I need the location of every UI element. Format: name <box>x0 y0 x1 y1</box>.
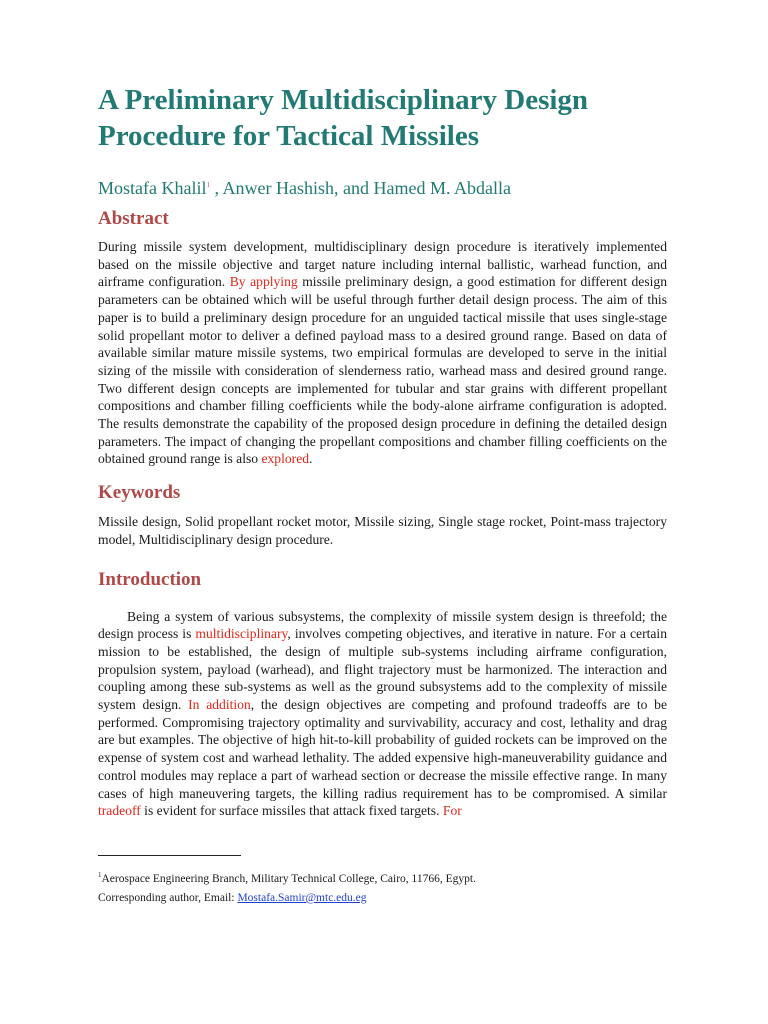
abstract-heading: Abstract <box>98 208 169 229</box>
highlighted-phrase: tradeoff <box>98 803 141 819</box>
highlighted-phrase: By applying <box>229 274 298 290</box>
introduction-text <box>98 608 667 820</box>
abstract-text-part: missile preliminary design, a good estimation for different design parameters can be obtained which will be useful through further detail design process. The aim of this paper is to build a preliminary design procedure for an unguided tactical missile that uses single-stage solid propellant motor to deliver a defined payload mass to a desired ground range. Based on data of available similar mature missile systems, two empirical formulas are developed to serve in the initial sizing of the missile with consideration of slenderness ratio, warhead mass and desired ground range. Two different design concepts are implemented for tubular and star grains with different propellant compositions and chamber filling coefficients while the body-alone airframe configuration is adopted. The results demonstrate the capability of the proposed design procedure in defining the detailed design parameters. The impact of changing the propellant compositions and chamber filling coefficients on the obtained ground range is also <box>98 274 667 467</box>
keywords-text: Missile design, Solid propellant rocket motor, Missile sizing, Single stage rocket, Point-mass trajectory model, Multidisciplinary design procedure. <box>98 514 667 547</box>
author-names-rest: , Anwer Hashish, and Hamed M. Abdalla <box>209 178 511 198</box>
paper-page <box>98 82 667 820</box>
author-line <box>98 174 667 199</box>
footnote-affiliation <box>98 868 476 886</box>
introduction-text-part: is evident for surface missiles that attack fixed targets. <box>140 803 443 819</box>
abstract-text-part: . <box>309 451 313 467</box>
email-link[interactable]: Mostafa.Samir@mtc.edu.eg <box>237 892 367 904</box>
highlighted-phrase: In addition <box>188 697 251 713</box>
introduction-text-part: , the design objectives are competing and profound tradeoffs are to be performed. Compromising trajectory optimality and survivability, accuracy and cost, lethality and drag are but examples. The objective of high hit-to-kill probability of guided rockets can be improved on the expense of system cost and warhead lethality. The added expensive high-maneuverability guidance and control modules may replace a part of warhead section or decrease the missile effective range. In many cases of high maneuvering targets, the killing radius requirement has to be compromised. A similar <box>98 697 667 801</box>
highlighted-phrase: multidisciplinary <box>195 626 288 642</box>
introduction-text-part: Being a system of various subsystems, the complexity of missile system design is threefold; the design process is <box>98 608 667 642</box>
abstract-text <box>98 238 667 468</box>
introduction-text-part: , involves competing objectives, and iterative in nature. For a certain mission to be established, the design of multiple sub-systems including airframe configuration, propulsion system, payload (warhead), and flight trajectory must be harmonized. The interaction and coupling among these sub-systems as well as the ground subsystems add to the complexity of missile system design. <box>98 626 667 713</box>
footnote-corresponding <box>98 891 367 905</box>
affiliation-text: Aerospace Engineering Branch, Military Technical College, Cairo, 11766, Egypt. <box>101 872 476 885</box>
affiliation-marker: 1 <box>206 181 210 189</box>
highlighted-phrase: explored <box>261 451 310 467</box>
footnote-divider <box>98 855 241 856</box>
corresponding-label: Corresponding author, Email: <box>98 892 238 904</box>
paper-title: A Preliminary Multidisciplinary Design Procedure for Tactical Missiles <box>98 84 589 152</box>
author-name-first: Mostafa Khalil <box>98 178 207 198</box>
footnote-marker: 1 <box>98 871 102 879</box>
highlighted-phrase: For <box>442 803 462 819</box>
keywords-heading: Keywords <box>98 482 181 504</box>
abstract-text-part: During missile system development, multidisciplinary design procedure is iteratively implemented based on the missile objective and target nature including internal ballistic, warhead function, and airframe configuration. <box>98 239 667 290</box>
introduction-heading: Introduction <box>98 568 202 590</box>
